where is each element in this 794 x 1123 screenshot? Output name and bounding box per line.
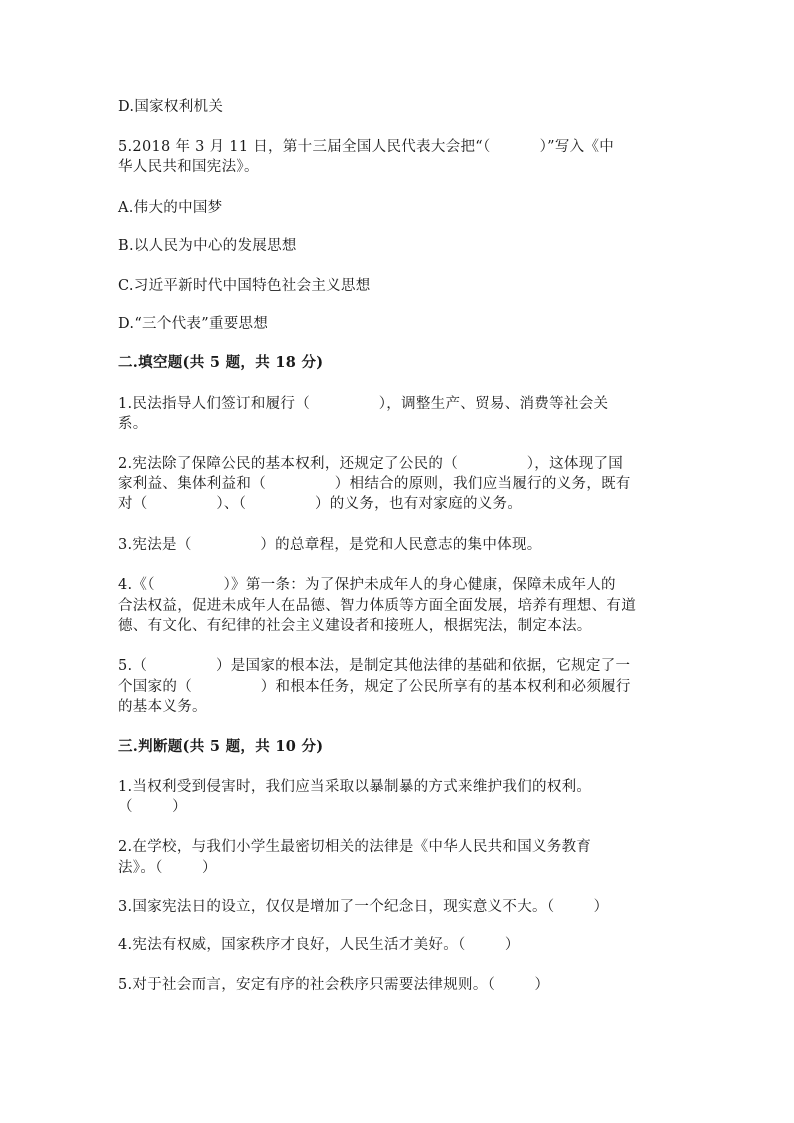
choice-q5-line2: 华人民共和国宪法》。 <box>118 159 259 175</box>
fill-q4-line1: 4.《（ ）》第一条：为了保护未成年人的身心健康，保障未成年人的 <box>118 577 616 593</box>
judge-q1-line1: 1.当权利受到侵害时，我们应当采取以暴制暴的方式来维护我们的权利。 <box>118 779 592 795</box>
choice-q5-option-a: A.伟大的中国梦 <box>118 200 223 216</box>
choice-q5-line1: 5.2018 年 3 月 11 日，第十三届全国人民代表大会把“（ ）”写入《中 <box>118 139 615 155</box>
fill-q1-line2: 系。 <box>118 416 148 432</box>
judge-q3-line1: 3.国家宪法日的设立，仅仅是增加了一个纪念日，现实意义不大。（ ） <box>118 899 609 915</box>
prev-option-d: D.国家权利机关 <box>118 99 224 115</box>
fill-q3-line1: 3.宪法是（ ）的总章程，是党和人民意志的集中体现。 <box>118 537 542 553</box>
fill-q5-line2: 个国家的（ ）和根本任务，规定了公民所享有的基本权利和必须履行 <box>118 679 631 695</box>
fill-q5-line1: 5.（ ）是国家的根本法，是制定其他法律的基础和依据，它规定了一 <box>118 658 631 674</box>
fill-q1-line1: 1.民法指导人们签订和履行（ ），调整生产、贸易、消费等社会关 <box>118 396 609 412</box>
judge-q2-line1: 2.在学校，与我们小学生最密切相关的法律是《中华人民共和国义务教育 <box>118 839 592 855</box>
judge-q5-line1: 5.对于社会而言，安定有序的社会秩序只需要法律规则。（ ） <box>118 977 550 993</box>
fill-q2-line3: 对（ ）、（ ）的义务，也有对家庭的义务。 <box>118 496 523 512</box>
fill-q2-line2: 家利益、集体利益和（ ）相结合的原则，我们应当履行的义务，既有 <box>118 476 631 492</box>
fill-q2-line1: 2.宪法除了保障公民的基本权利，还规定了公民的（ ），这体现了国 <box>118 456 624 472</box>
judge-q1-line2: （ ） <box>118 799 187 815</box>
choice-q5-option-d: D.“三个代表”重要思想 <box>118 316 269 332</box>
fill-q4-line2: 合法权益，促进未成年人在品德、智力体质等方面全面发展，培养有理想、有道 <box>118 598 636 614</box>
fill-q4-line3: 德、有文化、有纪律的社会主义建设者和接班人，根据宪法，制定本法。 <box>118 618 592 634</box>
fill-q5-line3: 的基本义务。 <box>118 699 207 715</box>
choice-q5-option-c: C.习近平新时代中国特色社会主义思想 <box>118 278 371 294</box>
fill-section-heading: 二.填空题(共 5 题，共 18 分) <box>118 354 324 371</box>
judge-q4-line1: 4.宪法有权威，国家秩序才良好，人民生活才美好。（ ） <box>118 937 520 953</box>
judge-q2-line2: 法》。（ ） <box>118 860 217 876</box>
choice-q5-option-b: B.以人民为中心的发展思想 <box>118 238 297 254</box>
judge-section-heading: 三.判断题(共 5 题，共 10 分) <box>118 738 324 755</box>
